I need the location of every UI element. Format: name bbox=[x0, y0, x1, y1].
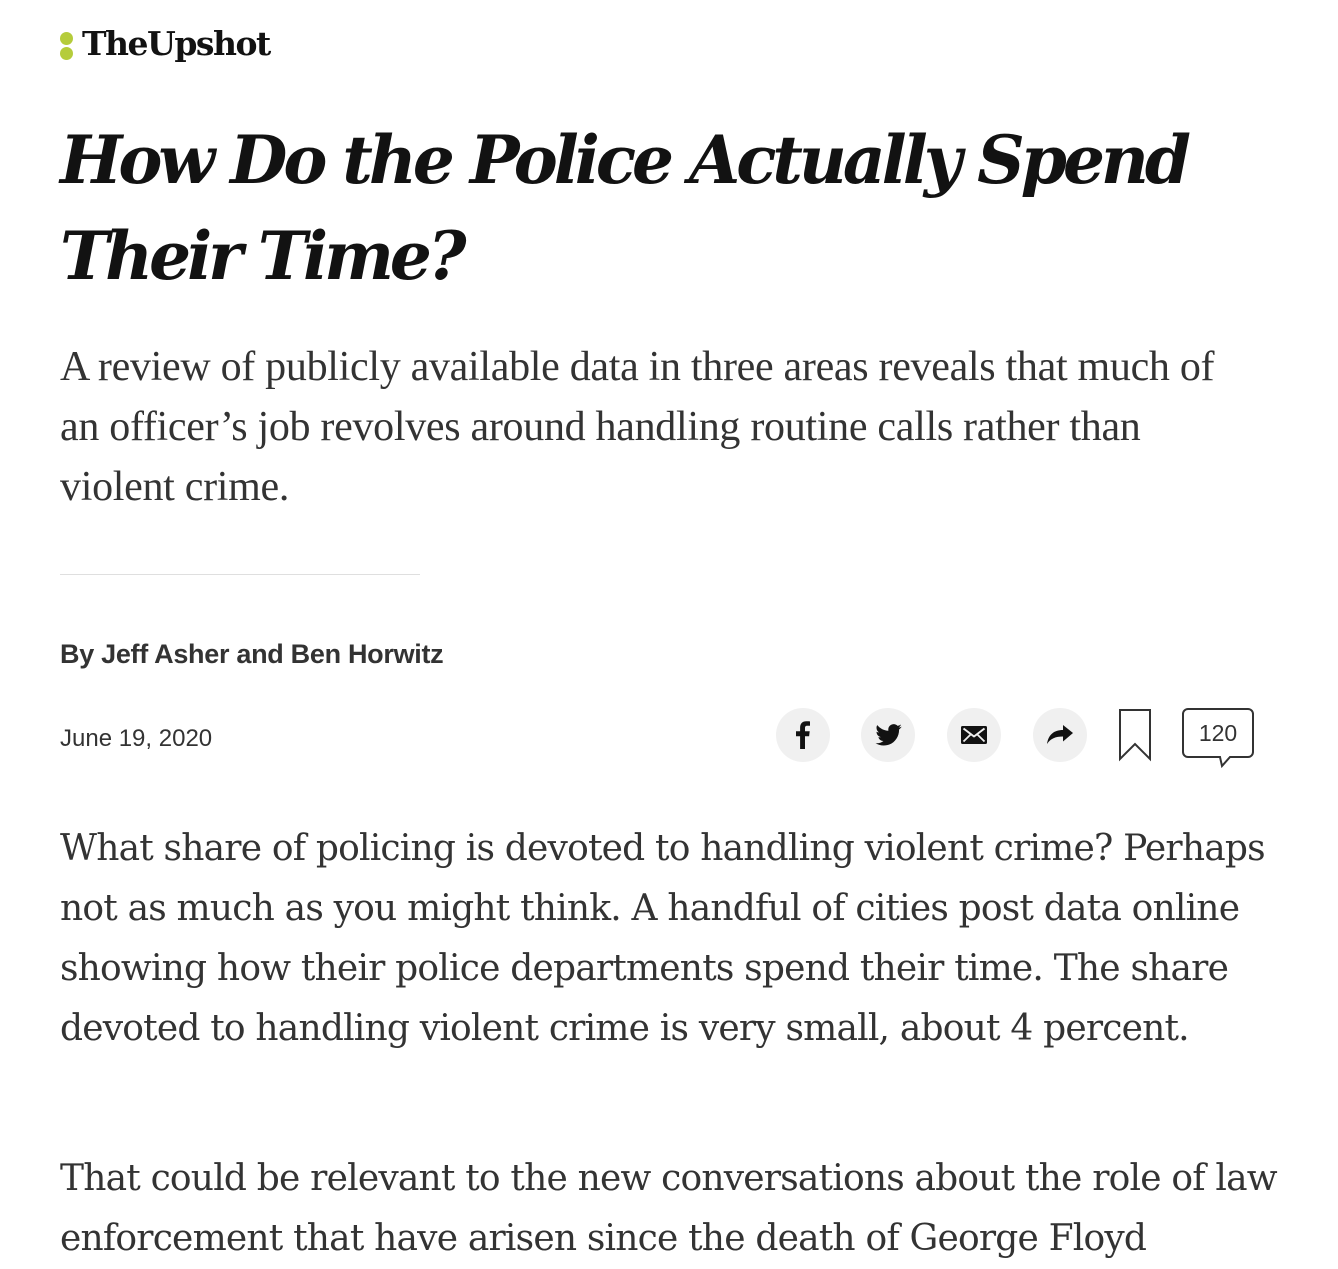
upshot-dots-icon bbox=[60, 28, 74, 60]
upshot-logo[interactable] bbox=[60, 24, 270, 64]
email-icon bbox=[961, 726, 987, 744]
byline: By Jeff Asher and Ben Horwitz bbox=[60, 639, 444, 669]
share-arrow-icon bbox=[1047, 725, 1073, 745]
save-bookmark-button[interactable] bbox=[1118, 708, 1152, 762]
divider bbox=[60, 574, 420, 575]
twitter-icon bbox=[875, 724, 902, 746]
comment-count: 120 bbox=[1198, 720, 1238, 746]
share-toolbar bbox=[776, 708, 1266, 764]
facebook-share-button[interactable] bbox=[776, 708, 830, 762]
facebook-icon bbox=[796, 721, 810, 749]
bookmark-icon bbox=[1118, 708, 1152, 762]
brand-name: TheUpshot bbox=[82, 24, 270, 63]
article-summary: A review of publicly available data in three areas reveals that much of an officer’s job revolves around handling routine calls rather than violent crime. bbox=[60, 344, 1215, 510]
comments-button[interactable] bbox=[1182, 708, 1254, 768]
more-share-button[interactable] bbox=[1033, 708, 1087, 762]
article-paragraph: That could be relevant to the new conversations about the role of law enforcement that have arisen since the death of George Floyd bbox=[60, 1158, 1277, 1259]
article-paragraph: What share of policing is devoted to handling violent crime? Perhaps not as much as you might think. A handful of cities post data online showing how their police departments spend their time. The share devoted to handling violent crime is very small, about 4 percent. bbox=[60, 828, 1265, 1049]
email-share-button[interactable] bbox=[947, 708, 1001, 762]
article-headline: How Do the Police Actually Spend Their Time? bbox=[60, 121, 1188, 295]
twitter-share-button[interactable] bbox=[861, 708, 915, 762]
publish-date: June 19, 2020 bbox=[60, 725, 213, 752]
